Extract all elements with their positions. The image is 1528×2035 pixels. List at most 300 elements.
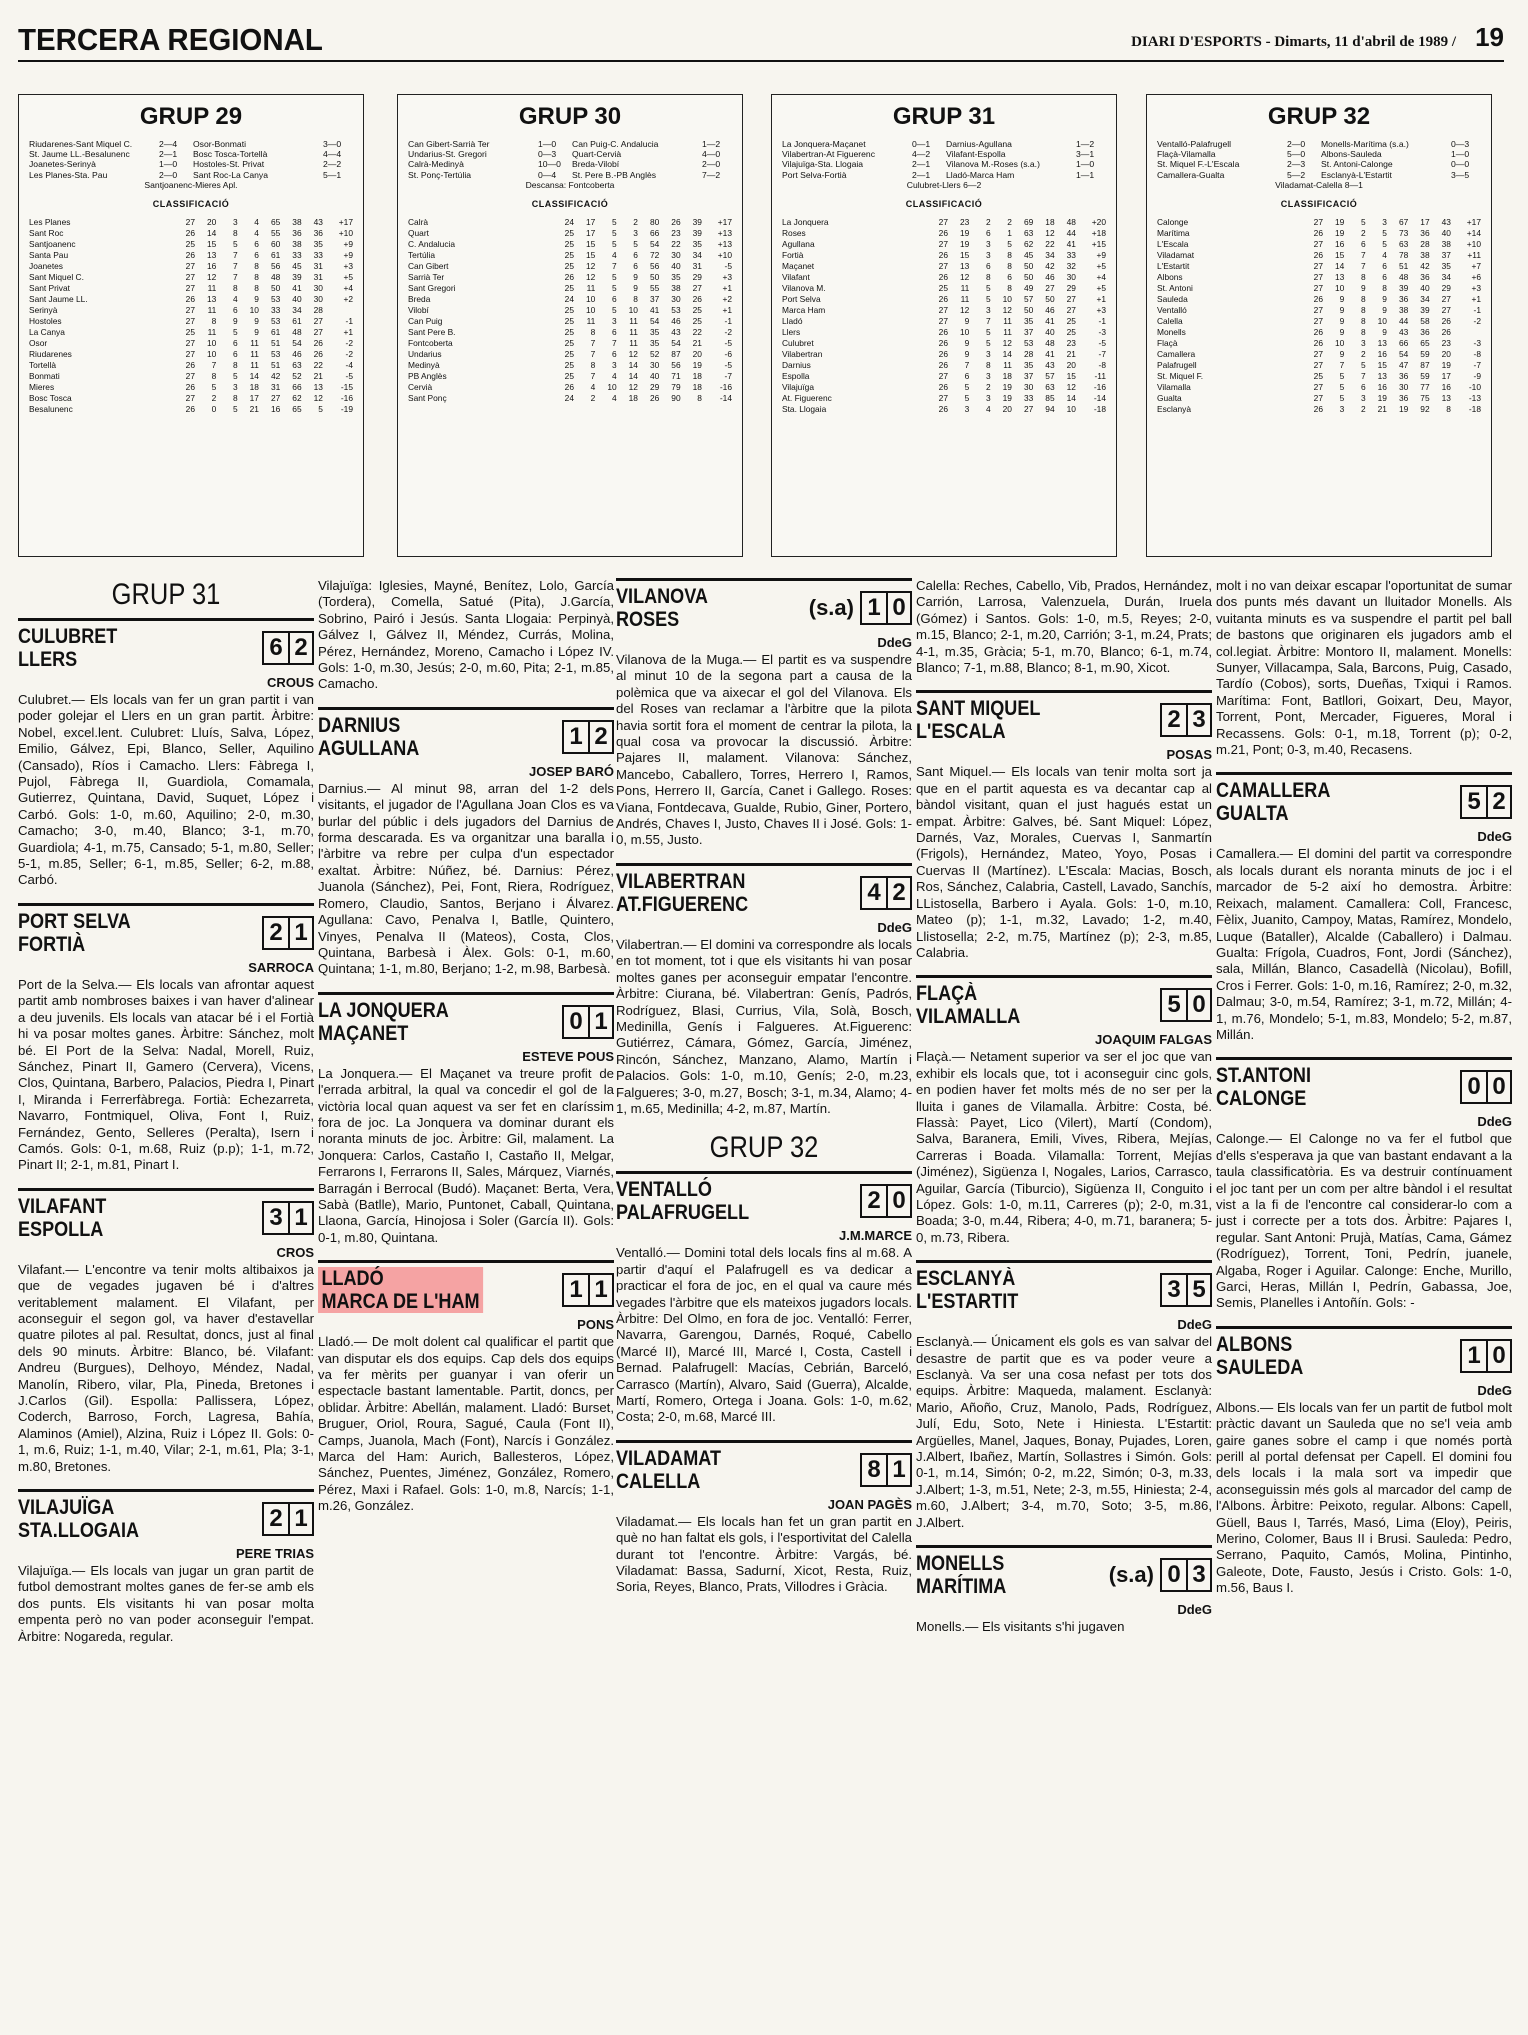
stat-cell: 10 (1334, 337, 1345, 348)
stat-cell: 3 (611, 359, 617, 370)
standings-table (19, 217, 363, 415)
match-report (18, 903, 314, 1174)
report-body (616, 652, 912, 849)
stat-cell: +7 (1471, 260, 1481, 271)
score-area (860, 1184, 912, 1218)
stat-cell: 1 (1007, 227, 1012, 238)
score-digit: 1 (569, 1276, 583, 1304)
standings-row (398, 360, 742, 371)
stat-cell: 37 (1441, 249, 1451, 260)
score-digit: 0 (1167, 1561, 1181, 1589)
stat-cell: 5 (1382, 238, 1387, 249)
standings-row (398, 217, 742, 228)
stat-cell: 11 (629, 326, 638, 337)
stat-cell: 61 (270, 249, 281, 260)
stat-cell: 9 (254, 293, 259, 304)
match-header (1216, 1057, 1512, 1110)
report-text: Darnius.— Al minut 98, arran del 1-2 dels visitants, el jugador de l'Agullana Joan Clos es va burlar del públic i dels jugadors del Darnius de forma descarada. Es va organitzar una baralla i l'àrbitre va rebre per culpa d'un espectador exaltat. Àrbitre: Núñez, bé. Darnius: Pérez, Juanola (Sánchez), Pei, Font, Riera, Rodríguez, Romero, Claudio, Santos, Berjano i Álvarez. Agullana: Cavo, Penalva I, Batlle, Quintero, Vinyes, Penalva II (Mateos), Costa, Clos, Quintana, Barbesà i Àlex. Gols: 0-1, m.60, Quintana; 1-1, m.80, Berjano; 1-2, m.98, Barbesà. (318, 780, 614, 977)
result-cell: 7—2 (702, 169, 721, 180)
stat-cell: 10 (1002, 293, 1012, 304)
stat-cell: 63 (1023, 227, 1034, 238)
stat-cell: 2 (1360, 348, 1366, 359)
result-cell: 4—4 (323, 149, 342, 160)
stat-cell: 22 (692, 326, 702, 337)
stat-cell: 15 (206, 238, 217, 249)
stat-cell: 11 (250, 359, 259, 370)
stat-cell: -16 (1093, 381, 1106, 392)
stat-cell: -16 (719, 381, 732, 392)
stat-cell: -5 (345, 370, 353, 381)
stat-cell: 35 (1441, 260, 1451, 271)
stat-cell: 19 (959, 227, 970, 238)
stat-cell: 8 (211, 315, 217, 326)
report-byline: J.M.MARCE (839, 1228, 912, 1244)
result-cell: Hostoles-St. Privat (193, 159, 265, 170)
stat-cell: 36 (1398, 392, 1409, 403)
stat-cell: +3 (722, 271, 732, 282)
team-name: Albons (1157, 271, 1183, 282)
team-name: Sant Miquel C. (29, 271, 84, 282)
result-cell: St. Ponç-Tertúlia (408, 169, 472, 180)
result-cell: 1—0 (159, 159, 178, 170)
report-body (916, 1049, 1212, 1246)
stat-cell: +2 (343, 293, 353, 304)
stat-cell: 25 (564, 370, 574, 381)
stat-cell: 52 (292, 370, 302, 381)
stat-cell: -7 (1098, 348, 1106, 359)
report-text: Vilajuïga.— Els locals van jugar un gran partit de futbol demostrant moltes ganes de fer-se amb els dos punts. Els visitants hi van posar molta empenta però no van poder aconseguir l'empat. Àrbitre: Nogareda, regular. (18, 1563, 314, 1644)
report-text: Vilajuïga: Iglesies, Mayné, Benítez, Lolo, García (Tordera), Comella, Satué (Pita), J.García, Sobrino, Pairó i Jesús. Santa Llogaia: Perpinyà, Gálvez I, Gálvez II, Méndez, Currás, Molina, Pérez, Hernández, Moreno, Camacho i López IV. Gols: 1-0, m.30, Jesús; 2-0, m.60, Pita; 2-1, m.85, Camacho. (318, 578, 614, 692)
stat-cell: 22 (1045, 238, 1055, 249)
stat-cell: 27 (1313, 315, 1323, 326)
stat-cell: 34 (1045, 249, 1055, 260)
standings-row (772, 327, 1116, 338)
team-name: Can Gibert (408, 260, 449, 271)
stat-cell: 26 (185, 227, 195, 238)
stat-cell: 27 (938, 392, 948, 403)
standings-row (19, 217, 363, 228)
stat-cell: 25 (564, 238, 574, 249)
stat-cell: 45 (292, 260, 302, 271)
report-body (318, 781, 614, 978)
stat-cell: 27 (938, 304, 948, 315)
standings-table (398, 217, 742, 404)
score-digit: 1 (569, 722, 583, 750)
score-digit: 1 (1467, 1341, 1481, 1369)
stat-cell: 7 (590, 348, 596, 359)
report-byline: POSAS (1166, 747, 1212, 763)
stat-cell: 7 (232, 260, 238, 271)
stat-cell: 27 (185, 315, 195, 326)
standings-row (19, 404, 363, 415)
stat-cell: 16 (206, 260, 217, 271)
stat-cell: +5 (1096, 282, 1106, 293)
report-body (318, 1066, 614, 1246)
match-teams: CULUBRET LLERS (18, 625, 118, 671)
stat-cell: 27 (185, 370, 195, 381)
match-teams: DARNIUS AGULLANA (318, 713, 420, 760)
result-cell: Calrà-Medinyà (408, 159, 464, 170)
report-text: Lladó.— De molt dolent cal qualificar el partit que van disputar els dos equips. Cap dels dos equips va fer mèrits per guanyar i van oferir un espectacle bastant lamentable. Partit, doncs, per oblidar. Àrbitre: Abellán, malament. Lladó: Burset, Bruguer, Oriol, Roura, Sagué, Caula (Font II), Camps, Juanola, Mach (Font), Narcís i González. Marca del Ham: Aurich, Ballesteros, López, Sánchez, Puentes, Jiménez, González, Romero, Pérez, Maxi i Rafael. Gols: 1-0, m.8, Narcís; 1-1, m.26, González. (318, 1334, 614, 1514)
report-byline: JOAQUIM FALGAS (1094, 1032, 1212, 1048)
standings-row (1147, 338, 1491, 349)
stat-cell: 39 (1398, 282, 1409, 293)
stat-cell: +1 (1471, 293, 1481, 304)
result-cell: 3—1 (1076, 149, 1095, 160)
stat-cell: 53 (671, 304, 681, 315)
result-cell: Osor-Bonmati (193, 139, 247, 149)
stat-cell: 62 (292, 392, 302, 403)
stat-cell: 54 (649, 238, 660, 249)
stat-cell: 23 (959, 216, 970, 227)
stat-cell: 50 (270, 282, 281, 293)
report-byline: DdeG (1477, 1114, 1512, 1130)
stat-cell: 25 (692, 315, 702, 326)
stat-cell: 5 (611, 216, 617, 227)
stat-cell: 5 (985, 337, 991, 348)
stat-cell: 38 (1398, 304, 1409, 315)
score-digit: 1 (588, 1275, 612, 1305)
standings-row (1147, 316, 1491, 327)
stat-cell: 27 (185, 304, 195, 315)
match-teams: LA JONQUERA MAÇANET (318, 998, 449, 1045)
stat-cell: 56 (270, 260, 281, 271)
result-cell: 2—0 (159, 169, 178, 180)
match-teams: VILANOVA ROSES (616, 585, 708, 631)
team-name: Mieres (29, 381, 55, 392)
report-byline: DdeG (1477, 1382, 1512, 1398)
report-byline: DdeG (1177, 1602, 1212, 1618)
stat-cell: 27 (1313, 271, 1323, 282)
stat-cell: 26 (313, 348, 323, 359)
stat-cell: 8 (1360, 326, 1366, 337)
stat-cell: 46 (292, 348, 302, 359)
stat-cell: 11 (586, 315, 596, 326)
stat-cell: 23 (671, 227, 681, 238)
stat-cell: -7 (724, 370, 732, 381)
result-cell: 1—2 (702, 139, 721, 149)
stat-cell: 6 (611, 293, 617, 304)
score-digit: 0 (886, 593, 910, 623)
stat-cell: 38 (292, 216, 302, 227)
stat-cell: 17 (1420, 216, 1430, 227)
score-area (809, 591, 912, 625)
stat-cell: 35 (1023, 359, 1034, 370)
stat-cell: 5 (232, 326, 238, 337)
report-column (1216, 578, 1512, 1611)
stat-cell: 65 (292, 403, 302, 414)
team-name: Cervià (408, 381, 433, 392)
team-name: Breda (408, 293, 431, 304)
stat-cell: 67 (1398, 216, 1409, 227)
result-cell: 2—3 (1287, 159, 1306, 170)
stat-cell: 27 (692, 282, 702, 293)
stat-cell: 12 (585, 271, 596, 282)
result-cell: 2—1 (159, 149, 178, 160)
standings-row (398, 294, 742, 305)
page-number: 19 (1475, 22, 1504, 52)
result-cell: Joanetes-Serinyà (29, 159, 96, 170)
team-name: Vilajuïga (782, 381, 814, 392)
stat-cell: 41 (1045, 348, 1055, 359)
stat-cell: 27 (938, 315, 948, 326)
standings-row (398, 371, 742, 382)
result-cell: 1—0 (1076, 159, 1095, 170)
report-byline: DdeG (877, 635, 912, 650)
stat-cell: 26 (1441, 315, 1451, 326)
stat-cell: 5 (1382, 227, 1387, 238)
stat-cell: 11 (250, 337, 259, 348)
stat-cell: +11 (1467, 249, 1481, 260)
stat-cell: 27 (1313, 381, 1323, 392)
stat-cell: 11 (1003, 326, 1012, 337)
rest-note: Viladamat-Calella 8—1 (1275, 179, 1363, 190)
stat-cell: 4 (254, 227, 259, 238)
result-cell: 2—4 (159, 139, 178, 149)
match-teams: VILABERTRAN AT.FIGUERENC (616, 869, 749, 916)
stat-cell: +14 (1466, 227, 1481, 238)
team-name: Calella (1157, 315, 1183, 326)
match-header (616, 863, 912, 916)
stat-cell: 8 (211, 370, 217, 381)
report-text: Flaçà.— Netament superior va ser el joc que van exhibir els locals que, tot i aconseguir cinc gols, en podien haver fet molts més de no ser per la lluita i ganes de Vilamalla. Àrbitre: Costa, bé. Flassà: Payet, Lico (Vilert), Martí (Condom), Salva, Baranera, Emili, Vives, Ribera, Mejías, Carreras i Boada. Vilamalla: Torrent, Mejías (Jiménez), Sigüenza I, Nogales, Larios, Carrasco, Aguilar, García (Tiburcio), Sigüenza II, Conguito i López. Gols: 1-0, m.11, Carreres (p); 2-0, m.31, Boada; 3-0, m.44, Ribera; 4-0, m.71, baranera; 5-0, m.73, Ribera. (916, 1049, 1212, 1245)
stat-cell: 27 (938, 238, 948, 249)
stat-cell: 15 (1377, 359, 1387, 370)
team-name: L'Escala (1157, 238, 1189, 249)
stat-cell: 53 (1023, 337, 1034, 348)
match-report (916, 690, 1212, 961)
stat-cell: 16 (1441, 381, 1451, 392)
stat-cell: 5 (985, 326, 991, 337)
stat-cell: 6 (611, 326, 617, 337)
stat-cell: 8 (1360, 271, 1366, 282)
report-text: Albons.— Els locals van fer un partit de futbol molt pràctic davant un Sauleda que no se'l veia amb gaire ganes sobre el camp i que només portà perill al portal defensat per Capell. El domini fou dels locals i la mala sort va impedir que aconseguissin més gols al marcador del camp de l'Albons. Àrbitre: Peixoto, regular. Albons: Capell, Güell, Baus I, Tarrés, Masó, Lima (Eloy), Peiris, Merino, Colomer, Baus II i Brusi. Sauleda: Pedro, Serrano, Paquito, Camós, Molina, Pintinho, Galeote, Dote, Fausto, Jesús i Cristo. Gols: 1-0, m.56, Baus I. (1216, 1399, 1512, 1596)
stat-cell: -3 (1098, 326, 1106, 337)
stat-cell: 38 (1441, 238, 1451, 249)
stat-cell: 63 (292, 359, 302, 370)
standings-row (1147, 382, 1491, 393)
stat-cell: 30 (671, 249, 681, 260)
report-body (916, 764, 1212, 961)
report-text: Vilafant.— L'encontre va tenir molts altibaixos ja que de vegades jugaven bé i d'altres veritablement malament. El Vilafant, per aconseguir el segon gol, va haver d'estavellar quatre pilotes al pal. Resultat, doncs, just al final dels 90 minuts. Àrbitre: Blanco, bé. Vilafant: Andreu (Burgues), Delhoyo, Méndez, Nadal, Manolín, Ribero, vilar, Pla, Pineda, Bretones i J.Carlos (Gil). Espolla: Pallissera, López, Coderch, Barroso, Forch, Lagresa, Bahía, Alaminos (Amiel), Alzina, Ruiz i López II. Gols: 0-1, m.6, Ruiz; 1-1, m.40, Vilar; 2-1, m.61, Pla; 3-1, m.80, Bretones. (18, 1261, 314, 1474)
score-box (562, 1273, 614, 1307)
stat-cell: 8 (232, 359, 238, 370)
result-cell: Port Selva-Fortià (782, 169, 847, 180)
match-report (1216, 772, 1512, 1043)
standings-row (398, 393, 742, 404)
stat-cell: 20 (692, 348, 702, 359)
stat-cell: 10 (249, 304, 259, 315)
stat-cell: 5 (1339, 392, 1345, 403)
standings-row (398, 305, 742, 316)
stat-cell: 27 (938, 216, 948, 227)
stat-cell: +6 (1471, 271, 1481, 282)
result-cell: Vilanova M.-Roses (s.a.) (946, 159, 1040, 170)
stat-cell: 25 (692, 304, 702, 315)
report-body (318, 1334, 614, 1514)
team-name: Viladamat (1157, 249, 1195, 260)
team-name: Undarius (408, 348, 442, 359)
stat-cell: 51 (270, 337, 281, 348)
stat-cell: 9 (1339, 304, 1345, 315)
team-name: Fortià (782, 249, 804, 260)
stat-cell: 25 (564, 260, 574, 271)
stat-cell: 9 (232, 315, 238, 326)
stat-cell: 92 (1420, 403, 1430, 414)
match-header (616, 578, 912, 631)
stat-cell: 27 (185, 392, 195, 403)
masthead: DIARI D'ESPORTS - Dimarts, 11 d'abril de 1989 / (1131, 34, 1456, 50)
stat-cell: 10 (206, 337, 217, 348)
stat-cell: 10 (585, 304, 596, 315)
team-name: La Jonquera (782, 216, 829, 227)
stat-cell: 11 (207, 282, 217, 293)
stat-cell: 66 (1398, 337, 1409, 348)
stat-cell: 24 (564, 216, 574, 227)
stat-cell: 27 (185, 216, 195, 227)
score-digit: 2 (867, 1187, 881, 1215)
stat-cell: 9 (254, 315, 259, 326)
stat-cell: 57 (1023, 293, 1034, 304)
stat-cell: 17 (1441, 370, 1451, 381)
result-cell: Vilafant-Espolla (946, 149, 1006, 160)
report-text: Monells.— Els visitants s'hi jugaven (916, 1619, 1125, 1635)
stat-cell: 8 (254, 271, 259, 282)
stat-cell: +1 (722, 304, 732, 315)
stat-cell: 3 (1360, 392, 1366, 403)
stat-cell: 33 (292, 249, 302, 260)
report-byline: ESTEVE POUS (522, 1048, 614, 1064)
group-box (771, 94, 1117, 557)
stat-cell: 19 (1398, 403, 1409, 414)
match-header (18, 903, 314, 956)
stat-cell: 17 (585, 227, 596, 238)
stat-cell: 6 (1007, 271, 1012, 282)
score-digit: 3 (1186, 1560, 1210, 1590)
stat-cell: 12 (628, 348, 638, 359)
stat-cell: 40 (1441, 227, 1451, 238)
rest-note: Santjoanenc-Mieres Apl. (144, 179, 238, 190)
stat-cell: 26 (938, 249, 948, 260)
stat-cell: 9 (1382, 293, 1387, 304)
result-cell: 1—0 (538, 139, 557, 149)
stat-cell: 61 (292, 315, 302, 326)
stat-cell: 5 (318, 403, 323, 414)
stat-cell: 10 (1334, 282, 1345, 293)
stat-cell: -10 (1468, 381, 1481, 392)
stat-cell: 27 (1441, 293, 1451, 304)
stat-cell: 24 (564, 392, 574, 403)
team-name: Hostoles (29, 315, 62, 326)
stat-cell: 19 (1334, 216, 1345, 227)
match-header (1216, 1326, 1512, 1379)
match-header (916, 1545, 1212, 1598)
stat-cell: -19 (340, 403, 353, 414)
stat-cell: +3 (1471, 282, 1481, 293)
match-report (916, 975, 1212, 1246)
report-body (916, 1334, 1212, 1531)
stat-cell: +17 (338, 216, 353, 227)
stat-cell: 7 (1360, 249, 1366, 260)
stat-cell: 16 (1377, 348, 1387, 359)
stat-cell: 23 (1066, 337, 1076, 348)
stat-cell: 31 (313, 260, 323, 271)
stat-cell: 63 (1398, 238, 1409, 249)
standings-row (1147, 261, 1491, 272)
section-title: TERCERA REGIONAL (18, 22, 323, 57)
report-text: Esclanyà.— Únicament els gols es van salvar del desastre de partit que es va poder veure a Esclanyà. Va ser una cosa nefast per tots dos equips. Àrbitre: Maqueda, malament. Esclanyà: Mario, Añoño, Cruz, Manolo, Pads, Rodríguez, Julí, Edu, Soto, Nete i Hiniesta. L'Estartit: Argüelles, Manel, Jaques, Bonay, Pujades, Loren, J.Albert, Ibañez, Martín, Sollastres i Simón. Gols: 0-1, m.14, Simón; 0-2, m.22, Simón; 0-3, m.33, J.Albert; 1-3, m.51, Nete; 2-3, m.55, Hiniesta; 2-4, m.60, J.Albert; 3-4, m.70, Soto; 3-5, m.86, J.Albert. (916, 1334, 1212, 1530)
stat-cell: 4 (1382, 249, 1387, 260)
stat-cell: 26 (1313, 249, 1323, 260)
standings-row (19, 371, 363, 382)
group-title: GRUP 32 (1267, 103, 1371, 130)
report-body (1216, 1131, 1512, 1311)
stat-cell: 20 (1066, 359, 1076, 370)
score-digit: 6 (269, 634, 283, 661)
report-byline: CROS (276, 1244, 314, 1260)
score-area (860, 876, 912, 910)
result-cell: 10—0 (538, 159, 561, 170)
match-header (616, 1440, 912, 1493)
stat-cell: 12 (1066, 381, 1076, 392)
stat-cell: 13 (1377, 370, 1387, 381)
stat-cell: 11 (629, 315, 638, 326)
standings-row (1147, 360, 1491, 371)
result-cell: 5—2 (1287, 169, 1306, 180)
stat-cell: 9 (964, 348, 970, 359)
stat-cell: 66 (649, 227, 660, 238)
score-digit: 2 (1167, 706, 1181, 734)
stat-cell: 16 (1377, 381, 1387, 392)
match-report (916, 1545, 1212, 1635)
stat-cell: 27 (938, 370, 948, 381)
report-column (916, 578, 1212, 1649)
stat-cell: 36 (1420, 326, 1430, 337)
team-name: St. Antoni (1157, 282, 1193, 293)
score-box (860, 1453, 912, 1487)
score-area (562, 1005, 614, 1039)
standings-row (398, 239, 742, 250)
match-report (318, 707, 614, 978)
stat-cell: 19 (692, 359, 702, 370)
stat-cell: 26 (1313, 293, 1323, 304)
stat-cell: 9 (254, 326, 259, 337)
report-text: Calella: Reches, Cabello, Vib, Prados, Hernández, Carrión, Larrosa, Valenzuela, Durán, Iruela (Gómez) i Santos. Gols: 1-0, m.5, Reyes; 2-0, m.15, Blanco; 2-1, m.20, Carrión; 3-1, m.24, Prats; 4-1, m.35, Gràcia; 5-1, m.70, Blanco; 6-1, m.74, Blanco; 7-1, m.88, Blanco; 8-1, m.90, Xicot. (916, 578, 1212, 676)
stat-cell: 38 (671, 282, 681, 293)
score-digit: 2 (588, 722, 612, 752)
stat-cell: 9 (633, 282, 638, 293)
stat-cell: 31 (313, 271, 323, 282)
team-name: Riudarenes (29, 348, 72, 359)
report-body (616, 1514, 912, 1596)
stat-cell: 30 (1066, 271, 1076, 282)
score-area (1109, 1558, 1212, 1592)
score-area (1460, 785, 1512, 819)
stat-cell: 5 (611, 227, 617, 238)
stat-cell: 28 (1023, 348, 1034, 359)
report-byline: DdeG (1177, 1317, 1212, 1333)
stat-cell: 26 (938, 359, 948, 370)
team-name: Calonge (1157, 216, 1189, 227)
stat-cell: 54 (1398, 348, 1409, 359)
stat-cell: 27 (1313, 304, 1323, 315)
stat-cell: 25 (1066, 315, 1076, 326)
stat-cell: -18 (1093, 403, 1106, 414)
report-byline: PERE TRIAS (235, 1546, 314, 1562)
classification-heading: CLASSIFICACIÓ (905, 198, 983, 209)
stat-cell: 8 (232, 227, 238, 238)
match-report (318, 1260, 614, 1514)
